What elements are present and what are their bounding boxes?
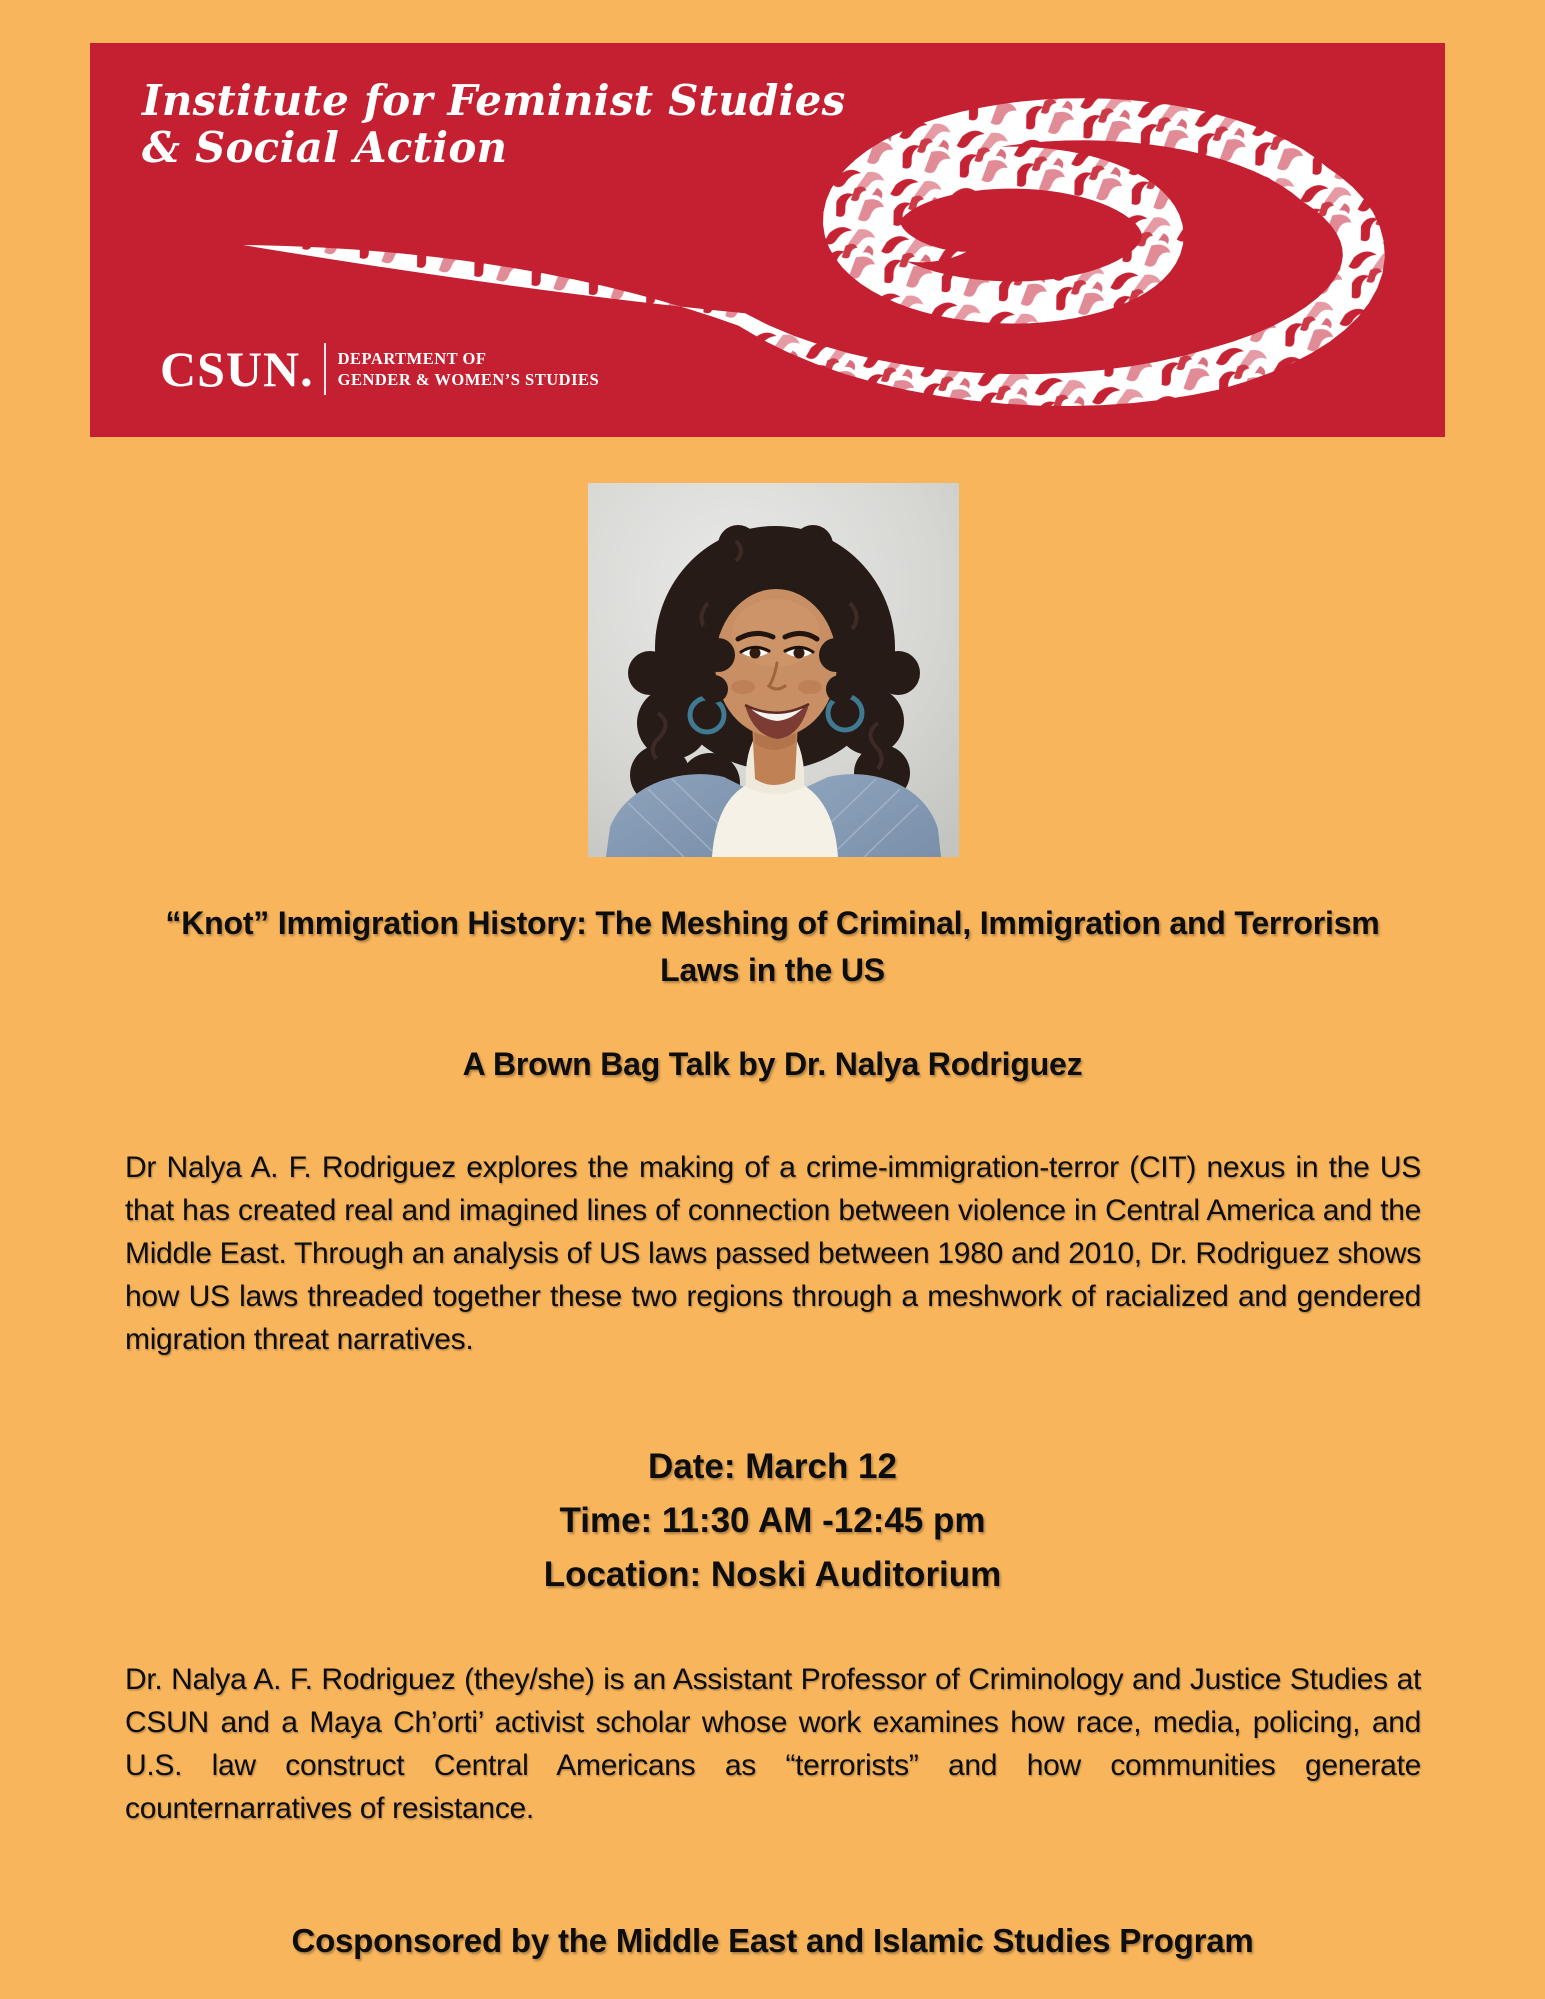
event-location: Location: Noski Auditorium	[543, 1555, 1002, 1594]
institute-name-line1: Institute for Feminist Studies	[142, 76, 846, 125]
institute-name-line2: & Social Action	[142, 123, 508, 172]
event-title: “Knot” Immigration History: The Meshing of Criminal, Immigration and Terrorism Laws in the US	[165, 905, 1380, 988]
department-name-line2: GENDER & WOMEN’S STUDIES	[337, 370, 600, 389]
cosponsor-note: Cosponsored by the Middle East and Islamic Studies Program	[291, 1922, 1254, 1959]
csun-wordmark: CSUN.	[160, 341, 314, 397]
logo-divider	[324, 343, 326, 395]
event-time: Time: 11:30 AM -12:45 pm	[559, 1501, 986, 1540]
department-name	[338, 348, 600, 390]
event-description: Dr Nalya A. F. Rodriguez explores the making of a crime-immigration-terror (CIT) nexus in the US that has created real and imagined lines of connection between violence in Central America and the Middle East. Through an analysis of US laws passed between 1980 and 2010, Dr. Rodriguez shows how US laws threaded together these two regions through a meshwork of racialized and gendered migration threat narratives.	[125, 1151, 1421, 1356]
speaker-bio: Dr. Nalya A. F. Rodriguez (they/she) is an Assistant Professor of Criminology and Justice Studies at CSUN and a Maya Ch’orti’ activist scholar whose work examines how race, media, policing, and U.S. law construct Central Americans as “terrorists” and how communities generate counternarratives of resistance.	[125, 1663, 1421, 1825]
institute-name	[142, 77, 845, 171]
csun-logo	[160, 343, 599, 395]
event-date: Date: March 12	[648, 1447, 897, 1486]
event-schedule	[0, 1440, 1545, 1602]
speaker-photo-image	[588, 483, 959, 857]
banner	[90, 43, 1445, 437]
speaker-photo	[588, 483, 959, 857]
department-name-line1: DEPARTMENT OF	[337, 349, 487, 368]
event-subtitle: A Brown Bag Talk by Dr. Nalya Rodriguez	[462, 1046, 1083, 1082]
